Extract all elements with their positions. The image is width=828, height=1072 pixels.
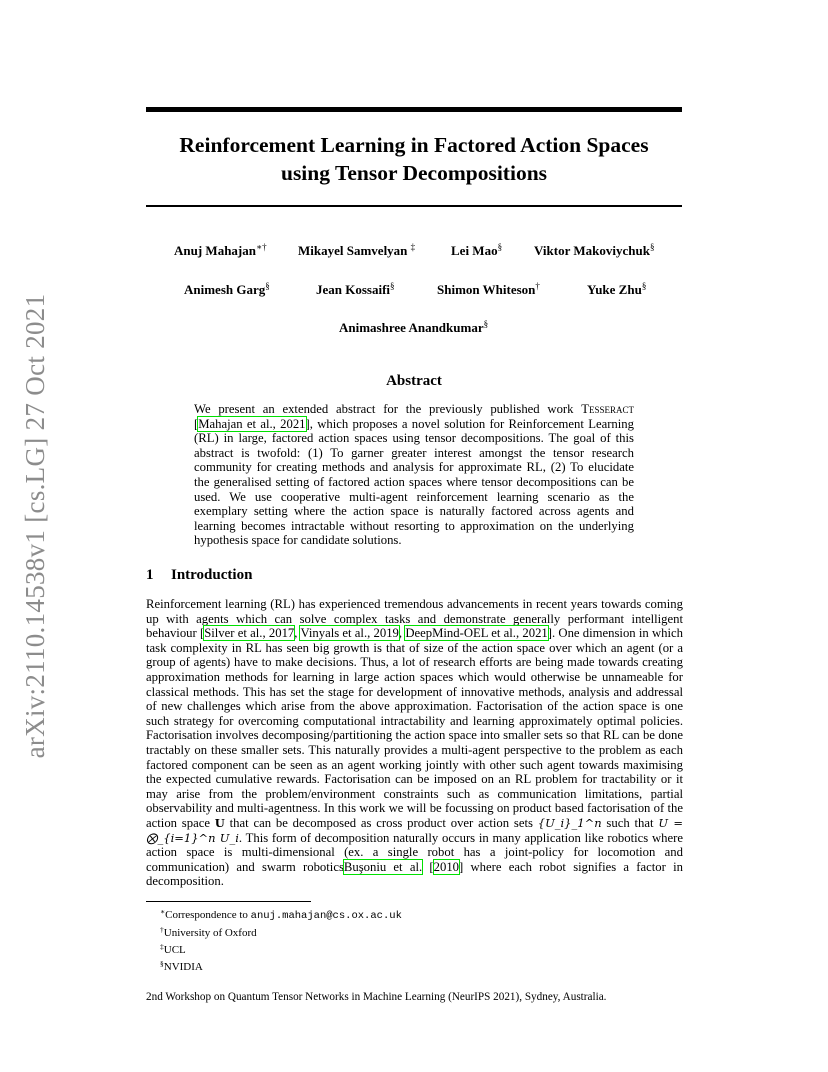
footnote-text: NVIDIA [163,961,203,973]
author-name: Shimon Whiteson [437,282,536,297]
author-viktor-makoviychuk [534,242,654,259]
author-jean-kossaifi [316,281,395,298]
paper-title [146,131,682,187]
intro-text-3: that can be decomposed as cross product over action sets [224,815,538,830]
tesseract-method-name: Tesseract [581,402,634,416]
footnote-ucl [160,940,402,957]
section-heading-introduction [146,567,252,584]
title-bottom-rule [146,205,682,207]
author-affiliation-mark: § [497,242,503,252]
author-affiliation-mark: § [390,281,395,291]
author-affiliation-mark: † [535,281,540,291]
footnotes [160,905,402,974]
footnote-nvidia [160,957,402,974]
author-affiliation-mark: § [483,319,489,329]
footnote-text: UCL [163,944,186,956]
citation-link[interactable]: DeepMind-OEL et al., 2021 [405,626,548,641]
citation-separator: [ [422,859,434,874]
footnote-text: University of Oxford [163,927,257,939]
author-name: Animesh Garg [184,282,266,297]
citation-link[interactable]: Silver et al., 2017 [204,626,295,641]
author-name: Lei Mao [451,243,498,258]
title-top-rule [146,107,682,112]
abstract-heading: Abstract [386,373,442,389]
author-anuj-mahajan [174,242,267,259]
author-affiliation-mark: § [265,281,270,291]
intro-text-5: . This form of decomposition naturally occurs in many application like robotics where action space is multi-dimensional (ex. a single robot has a joint-policy for locomotion and communication) and swarm robotics [146,830,683,874]
venue-footer: 2nd Workshop on Quantum Tensor Networks in Machine Learning (NeurIPS 2021), Sydney, Australia. [146,991,607,1003]
section-title: Introduction [171,567,253,583]
citation-separator: , [294,626,301,641]
correspondence-email[interactable]: anuj.mahajan@cs.ox.ac.uk [250,910,402,922]
footnote-mark: § [160,959,164,968]
footnote-correspondence [160,905,402,923]
footnote-text: Correspondence to [165,909,251,921]
author-lei-mao [451,242,502,259]
author-mikayel-samvelyan [298,242,415,259]
title-line-1: Reinforcement Learning in Factored Action Spaces [179,133,649,157]
author-animashree-anandkumar [339,319,488,336]
intro-text-1: Reinforcement learning (RL) has experienced tremendous advancements in recent years towards coming up with agents which can solve complex tasks and demonstrate generally performant intelligent behaviour [ [146,597,683,641]
section-number: 1 [146,567,154,583]
author-name: Mikayel Samvelyan [298,243,408,258]
abstract-text-main: ], which proposes a novel solution for Reinforcement Learning (RL) in large, factored action spaces using tensor decompositions. The goal of this abstract is twofold: (1) To garner greater interest amongst the tensor research community for creating methods and analysis for approximate RL, (2) To elucidate the generalised setting of factored action spaces where tensor decompositions can be used. We use cooperative multi-agent reinforcement learning scenario as the exemplary setting where the action space is naturally factored across agents and learning becomes intractable without resorting to approximation on the underlying hypothesis space for candidate solutions. [194,416,634,548]
citation-link[interactable]: Buşoniu et al. [343,859,423,874]
citation-separator: , [398,626,406,641]
abstract-text-intro: We present an extended abstract for the previously published work [194,402,582,416]
author-name: Animashree Anandkumar [339,320,484,335]
author-name: Yuke Zhu [587,282,642,297]
footnote-oxford [160,923,402,940]
arxiv-identifier-stamp[interactable]: arXiv:2110.14538v1 [cs.LG] 27 Oct 2021 [20,293,50,759]
author-affiliation-mark: ‡ [410,242,416,252]
intro-text-4: such that [601,815,659,830]
intro-text-6: ] where each robot signifies a factor in decomposition. [146,859,683,889]
author-name: Anuj Mahajan [174,243,256,258]
abstract-bracket-open: [ [194,416,199,431]
math-action-space-symbol: U [214,815,225,830]
footnote-mark: ∗ [160,907,166,916]
intro-text-2: ]. One dimension in which task complexity in RL has seen big growth is that of size of the action space over which an agent (or a group of agents) have to make decisions. Thus, a lot of research efforts are being made towards creating approximation methods for learning in large action spaces which would otherwise be unnameable for classical methods. This has set the stage for development of innovative methods, analysis and addressal of new challenges which arise from the above approximation. Factorisation of the action space is one such strategy for overcoming computational intractability and learning approximately optimal policies. Factorisation involves decomposing/partitioning the action space into smaller sets so that RL can be done tractably on these smaller sets. This naturally provides a multi-agent perspective to the problem as each factored component can be seen as an agent working jointly with other such agent towards maximising the expected cumulative rewards. Factorisation can be imposed on an RL problem for tractability or it may arise from the problem/environment constraints such as communication limitations, partial observability and multi-agentness. In this work we will be focussing on product based factorisation of the action space [146,626,683,830]
footnote-mark: † [160,925,164,934]
footnote-mark: ‡ [160,942,164,951]
citation-link[interactable]: Mahajan et al., 2021 [198,416,306,431]
author-name: Jean Kossaifi [316,282,391,297]
math-tensor-product: U = ⨂_{i=1}^n U_i [146,815,683,845]
title-line-2: using Tensor Decompositions [280,161,548,185]
citation-link[interactable]: Vinyals et al., 2019 [300,626,399,641]
author-affiliation-mark: § [641,281,647,291]
footnote-rule [146,901,311,902]
author-name: Viktor Makoviychuk [534,243,650,258]
author-affiliation-mark: § [649,242,655,252]
author-shimon-whiteson [437,281,540,298]
author-animesh-garg [184,281,270,298]
author-yuke-zhu [587,281,646,298]
math-action-sets: {U_i}_1^n [537,815,602,830]
citation-link[interactable]: 2010 [433,859,459,874]
abstract-text [194,402,634,548]
author-affiliation-mark: ∗† [256,242,267,252]
introduction-paragraph [146,597,683,889]
